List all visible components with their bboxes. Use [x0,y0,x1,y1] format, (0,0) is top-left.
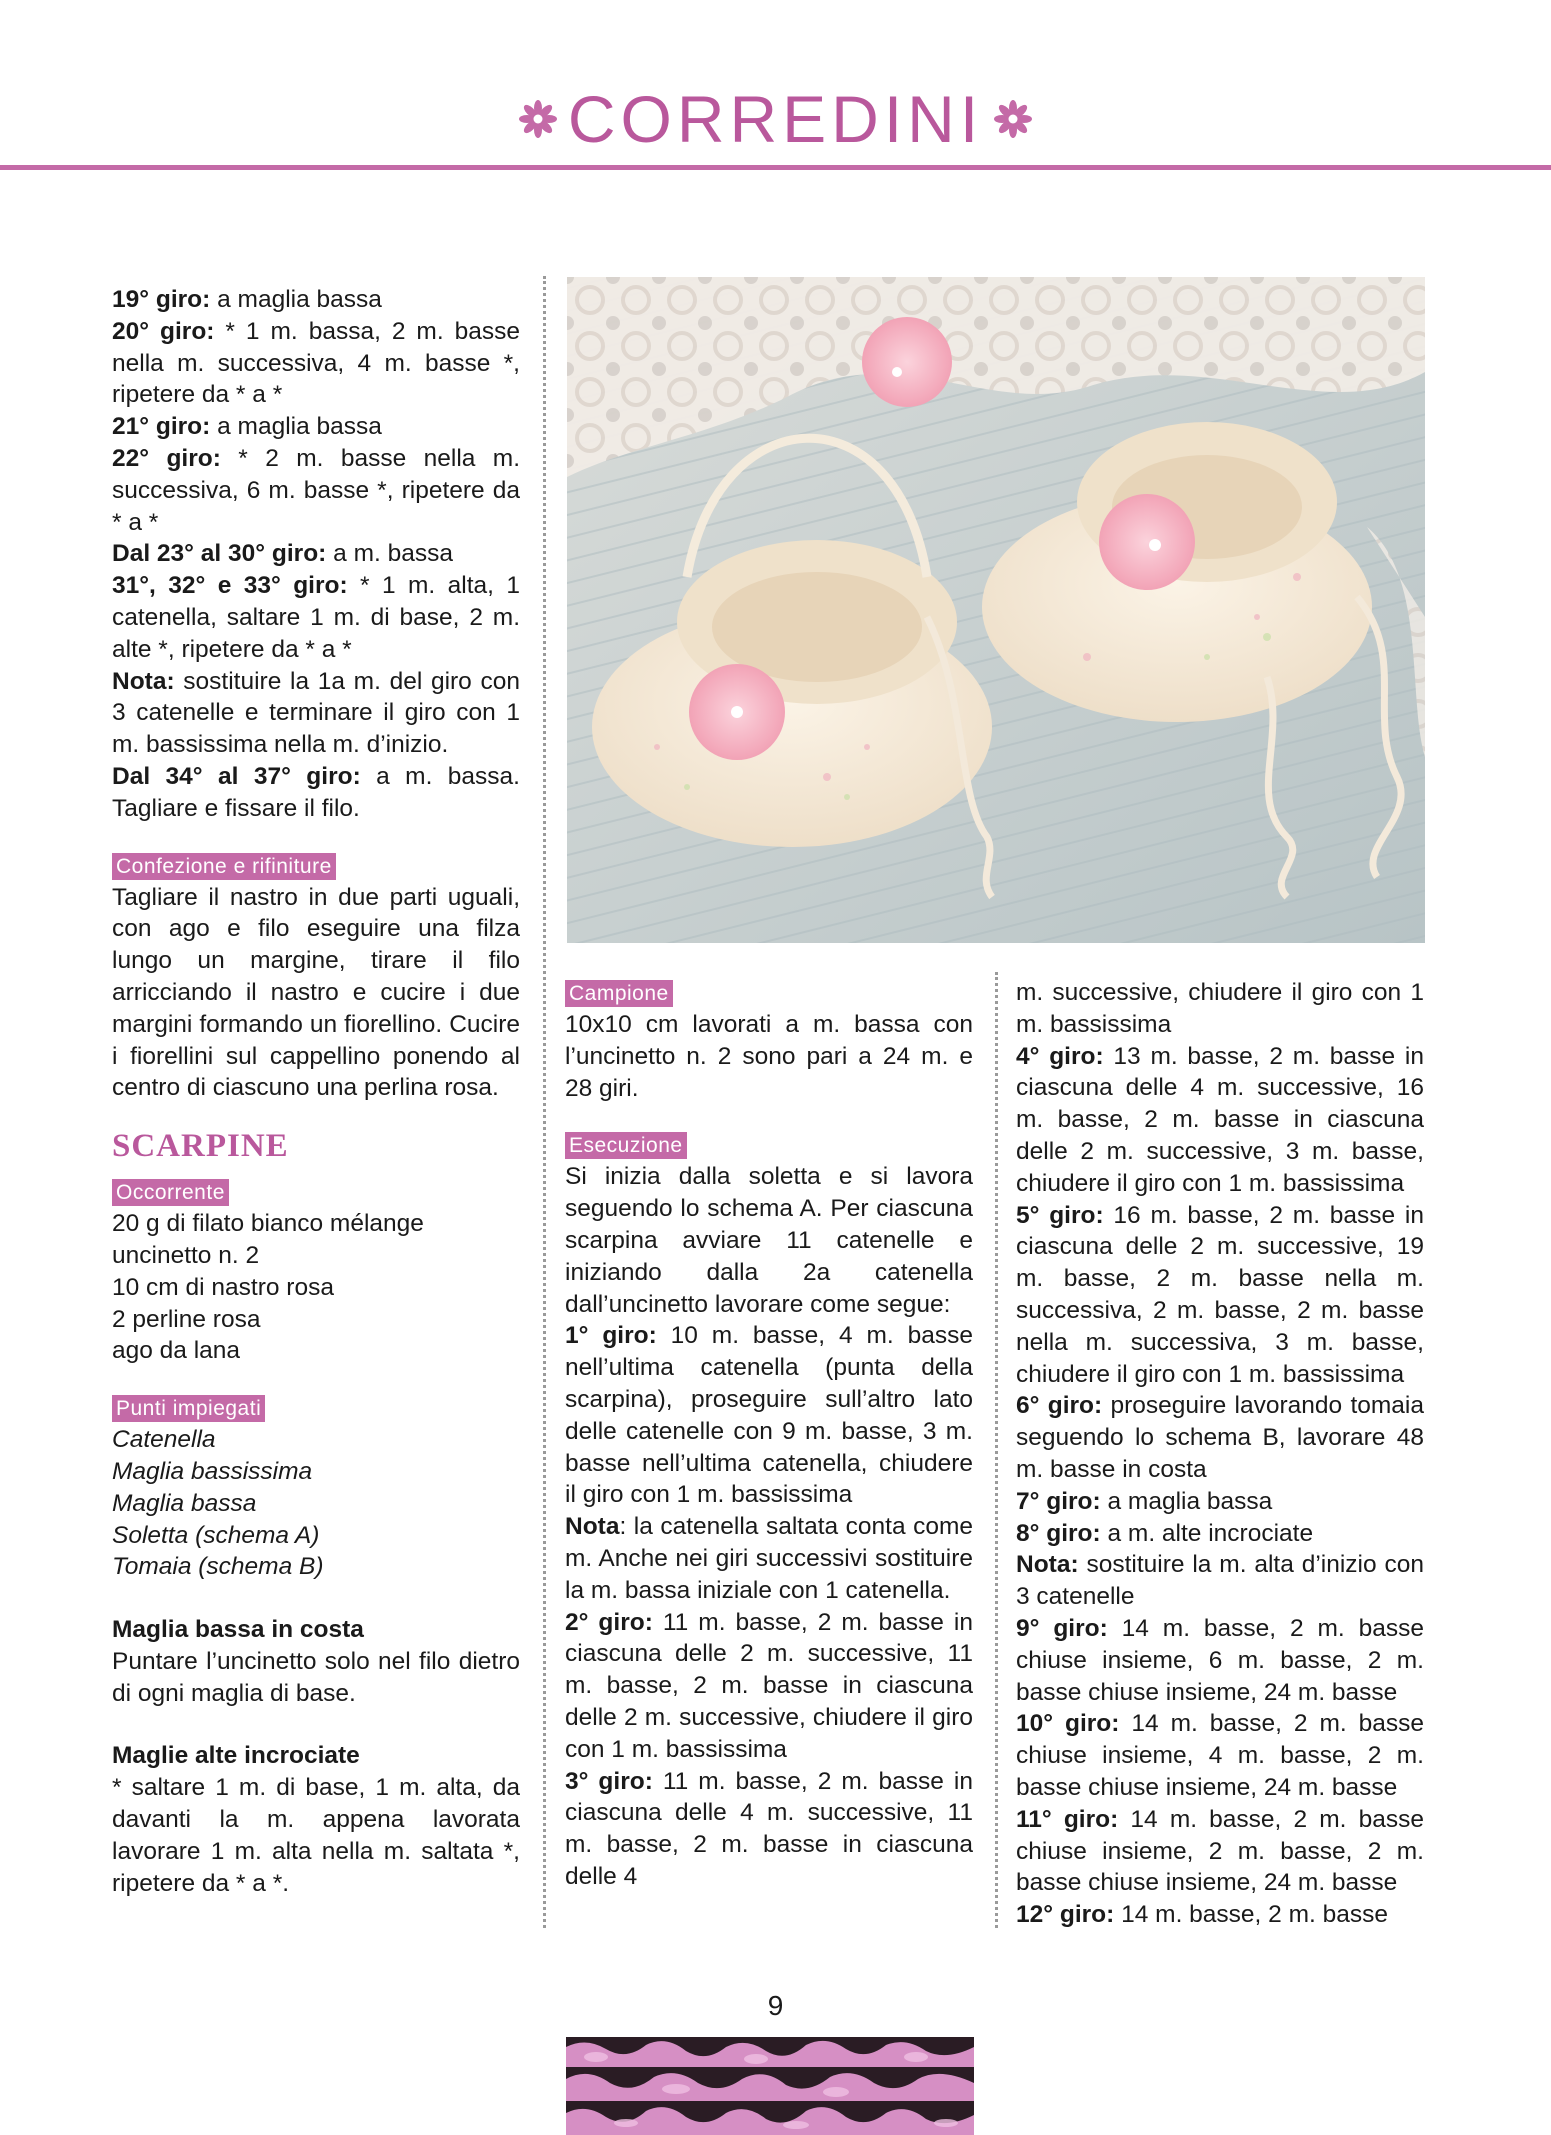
list-item: 10 cm di nastro rosa [112,1273,334,1301]
page-number: 9 [767,1990,784,2021]
page-header [0,0,1551,172]
list-item: Soletta (schema A) [112,1521,320,1549]
list-item: uncinetto n. 2 [112,1241,260,1269]
round-31-33: 31°, 32° e 33° giro: * 1 m. alta, 1 catenella, saltare 1 m. di base, 2 m. alte *, ripetere da * a * [112,572,520,663]
round-7: 7° giro: a maglia bassa [1016,1487,1273,1515]
round-2: 2° giro: 11 m. basse, 2 m. basse in ciascuna delle 2 m. successive, 11 m. basse, 2 m. basse in ciascuna delle 2 m. successive, chiudere il giro con 1 m. bassissima [565,1608,973,1763]
column-middle [565,977,973,1893]
costa-title: Maglia bassa in costa [112,1616,364,1644]
list-item: 2 perline rosa [112,1305,261,1333]
section-heading-confezione: Confezione e rifiniture [112,853,336,880]
round-11: 11° giro: 14 m. basse, 2 m. basse chiuse insieme, 2 m. basse, 2 m. basse chiuse insieme, 24 m. basse [1016,1805,1425,1897]
column-divider [543,276,546,1928]
section-heading-punti: Punti impiegati [112,1395,265,1422]
section-heading-occorrente: Occorrente [112,1179,229,1206]
scarpine-heading: SCARPINE [112,1128,289,1165]
column-divider [995,972,998,1928]
section-heading-esecuzione: Esecuzione [565,1132,687,1159]
continuation-text: m. successive, chiudere il giro con 1 m. bassissima [1016,979,1424,1038]
confezione-text: Tagliare il nastro in due parti uguali, con ago e filo eseguire una filza lungo un margine, tirare il filo arricciando il nastro e cucire i due margini formando un fiorellino. Cucire i fiorellini sul cappellino ponendo al centro di ciascuno una perlina rosa. [112,883,520,1102]
column-right [1016,977,1424,1931]
nota-3: Nota: sostituire la m. alta d’inizio con 3 catenelle [1016,1551,1424,1611]
occorrente-list [112,1208,520,1367]
list-item: Maglia bassissima [112,1457,313,1485]
round-4: 4° giro: 13 m. basse, 2 m. basse in ciascuna delle 4 m. successive, 16 m. basse, 2 m. basse in ciascuna delle 2 m. successive, 3 m. basse, chiudere il giro con 1 m. bassissima [1016,1042,1424,1197]
list-item: Maglia bassa [112,1489,257,1517]
punti-list [112,1424,520,1583]
list-item: ago da lana [112,1337,241,1365]
round-19: 19° giro: a maglia bassa [112,286,382,313]
round-22: 22° giro: * 2 m. basse nella m. successiva, 6 m. basse *, ripetere da * a * [112,444,520,536]
round-10: 10° giro: 14 m. basse, 2 m. basse chiuse insieme, 4 m. basse, 2 m. basse chiuse insieme, 24 m. basse [1016,1710,1424,1801]
list-item: 20 g di filato bianco mélange [112,1210,424,1238]
nota-2: Nota: la catenella saltata conta come m. Anche nei giri successivi sostituire la m. bassa iniziale con 1 catenella. [565,1513,973,1604]
campione-text: 10x10 cm lavorati a m. bassa con l’uncinetto n. 2 sono pari a 24 m. e 28 giri. [565,1011,973,1102]
round-23-30: Dal 23° al 30° giro: a m. bassa [112,540,453,568]
costa-text: Puntare l’uncinetto solo nel filo dietro di ogni maglia di base. [112,1647,520,1707]
title-text: CORREDINI [567,82,984,156]
incrociate-text: * saltare 1 m. di base, 1 m. alta, da davanti la m. appena lavorata lavorare 1 m. alta nella m. saltata *, ripetere da * a *. [112,1774,520,1897]
round-6: 6° giro: proseguire lavorando tomaia seguendo lo schema B, lavorare 48 m. basse in costa [1016,1392,1424,1483]
baby-shoes-photo [567,277,1425,943]
round-21: 21° giro: a maglia bassa [112,413,382,441]
flower-right-icon [993,99,1033,139]
round-8: 8° giro: a m. alte incrociate [1016,1519,1314,1547]
round-5: 5° giro: 16 m. basse, 2 m. basse in ciascuna delle 2 m. successive, 19 m. basse, 2 m. basse nella m. successiva, 2 m. basse, 2 m. basse nella m. successiva, 3 m. basse, chiudere il giro con 1 m. bassissima [1016,1201,1424,1388]
page-title [0,82,1551,156]
round-1: 1° giro: 10 m. basse, 4 m. basse nell’ultima catenella (punta della scarpina), proseguire sull’altro lato delle catenelle con 9 m. basse, 3 m. basse nell’ultima catenella, chiudere il giro con 1 m. bassissima [565,1322,973,1509]
header-rule [0,165,1551,170]
round-34-37: Dal 34° al 37° giro: a m. bassa. Tagliare e fissare il filo. [112,762,520,822]
flower-left-icon [518,99,558,139]
column-left [112,284,520,1899]
section-heading-campione: Campione [565,980,673,1007]
round-12: 12° giro: 14 m. basse, 2 m. basse [1016,1901,1389,1929]
round-3: 3° giro: 11 m. basse, 2 m. basse in ciascuna delle 4 m. successive, 11 m. basse, 2 m. basse in ciascuna delle 4 [565,1767,973,1890]
round-9: 9° giro: 14 m. basse, 2 m. basse chiuse insieme, 6 m. basse, 2 m. basse chiuse insieme, 24 m. basse [1016,1614,1424,1706]
list-item: Catenella [112,1426,216,1454]
nota-1: Nota: sostituire la 1a m. del giro con 3 catenelle e terminare il giro con 1 m. bassissima nella m. d’inizio. [112,667,520,759]
footer-texture [566,2037,974,2135]
round-20: 20° giro: * 1 m. bassa, 2 m. basse nella m. successiva, 4 m. basse *, ripetere da * a * [112,317,520,409]
list-item: Tomaia (schema B) [112,1553,324,1581]
esecuzione-text: Si inizia dalla soletta e si lavora seguendo lo schema A. Per ciascuna scarpina avviare 11 catenelle e iniziando dalla 2a catenella dall’uncinetto lavorare come segue: [565,1163,973,1318]
incrociate-title: Maglie alte incrociate [112,1742,360,1770]
